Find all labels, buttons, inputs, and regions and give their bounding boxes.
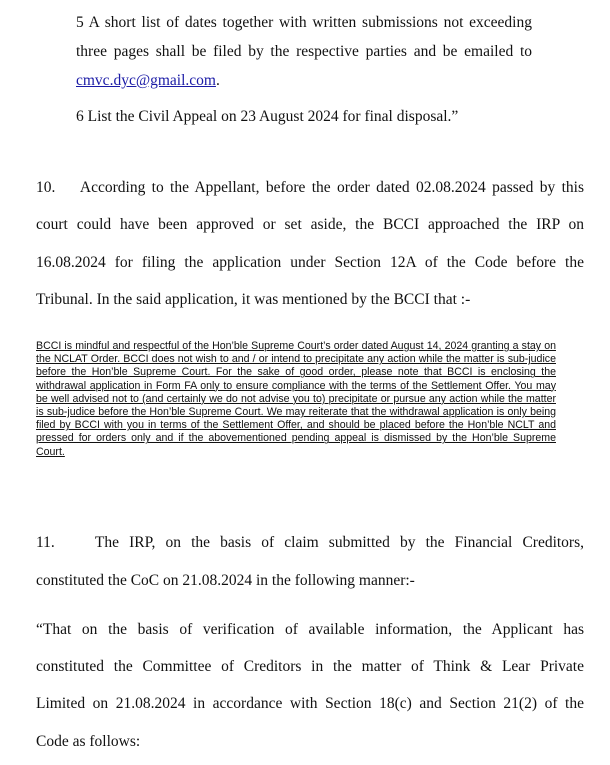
para5-line3 <box>76 72 220 90</box>
coc-quote-line2: constituted the Committee of Creditors in the matter of Think & Lear Private <box>36 658 584 675</box>
para10-line2: court could have been approved or set aside, the BCCI approached the IRP on <box>36 216 584 233</box>
para5-line1: 5 A short list of dates together with written submissions not exceeding <box>76 14 532 31</box>
para10-line4: Tribunal. In the said application, it was mentioned by the BCCI that :- <box>36 291 471 308</box>
para5-line2: three pages shall be filed by the respective parties and be emailed to <box>76 43 532 60</box>
para6: 6 List the Civil Appeal on 23 August 2024 for final disposal.” <box>76 108 459 125</box>
coc-quote-line3: Limited on 21.08.2024 in accordance with Section 18(c) and Section 21(2) of the <box>36 695 584 712</box>
bcci-quoted-letter <box>36 340 556 459</box>
bcci-quote-text: BCCI is mindful and respectful of the Hon’ble Supreme Court’s order dated August 14, 2024 granting a stay on the NCLAT Order. BCCI does not wish to and / or intend to precipitate any action while the matter is sub-judice before the Hon’ble Supreme Court. For the sake of good order, please note that BCCI is enclosing the withdrawal application in Form FA only to ensure compliance with the terms of the Settlement Offer. You may be well advised not to (and certainly we do not advise you to) precipitate or pursue any action while the matter is sub-judice before the Hon’ble Supreme Court. We may reiterate that the withdrawal application is only being filed by BCCI with you in terms of the Settlement Offer, and should be placed before the Hon’ble NCLT and pressed for orders only and if the abovementioned pending appeal is dismissed by the Hon’ble Supreme Court. <box>36 340 556 458</box>
email-link[interactable]: cmvc.dyc@gmail.com <box>76 72 216 89</box>
para10-line3: 16.08.2024 for filing the application under Section 12A of the Code before the <box>36 254 584 271</box>
para11-line1: 11. The IRP, on the basis of claim submitted by the Financial Creditors, <box>36 534 584 551</box>
coc-quote-line1: “That on the basis of verification of available information, the Applicant has <box>36 621 584 638</box>
para11-line2: constituted the CoC on 21.08.2024 in the following manner:- <box>36 572 415 589</box>
para10-line1: 10. According to the Appellant, before the order dated 02.08.2024 passed by this <box>36 179 584 196</box>
coc-quote-line4: Code as follows: <box>36 733 141 750</box>
email-trailing-period: . <box>215 72 220 89</box>
